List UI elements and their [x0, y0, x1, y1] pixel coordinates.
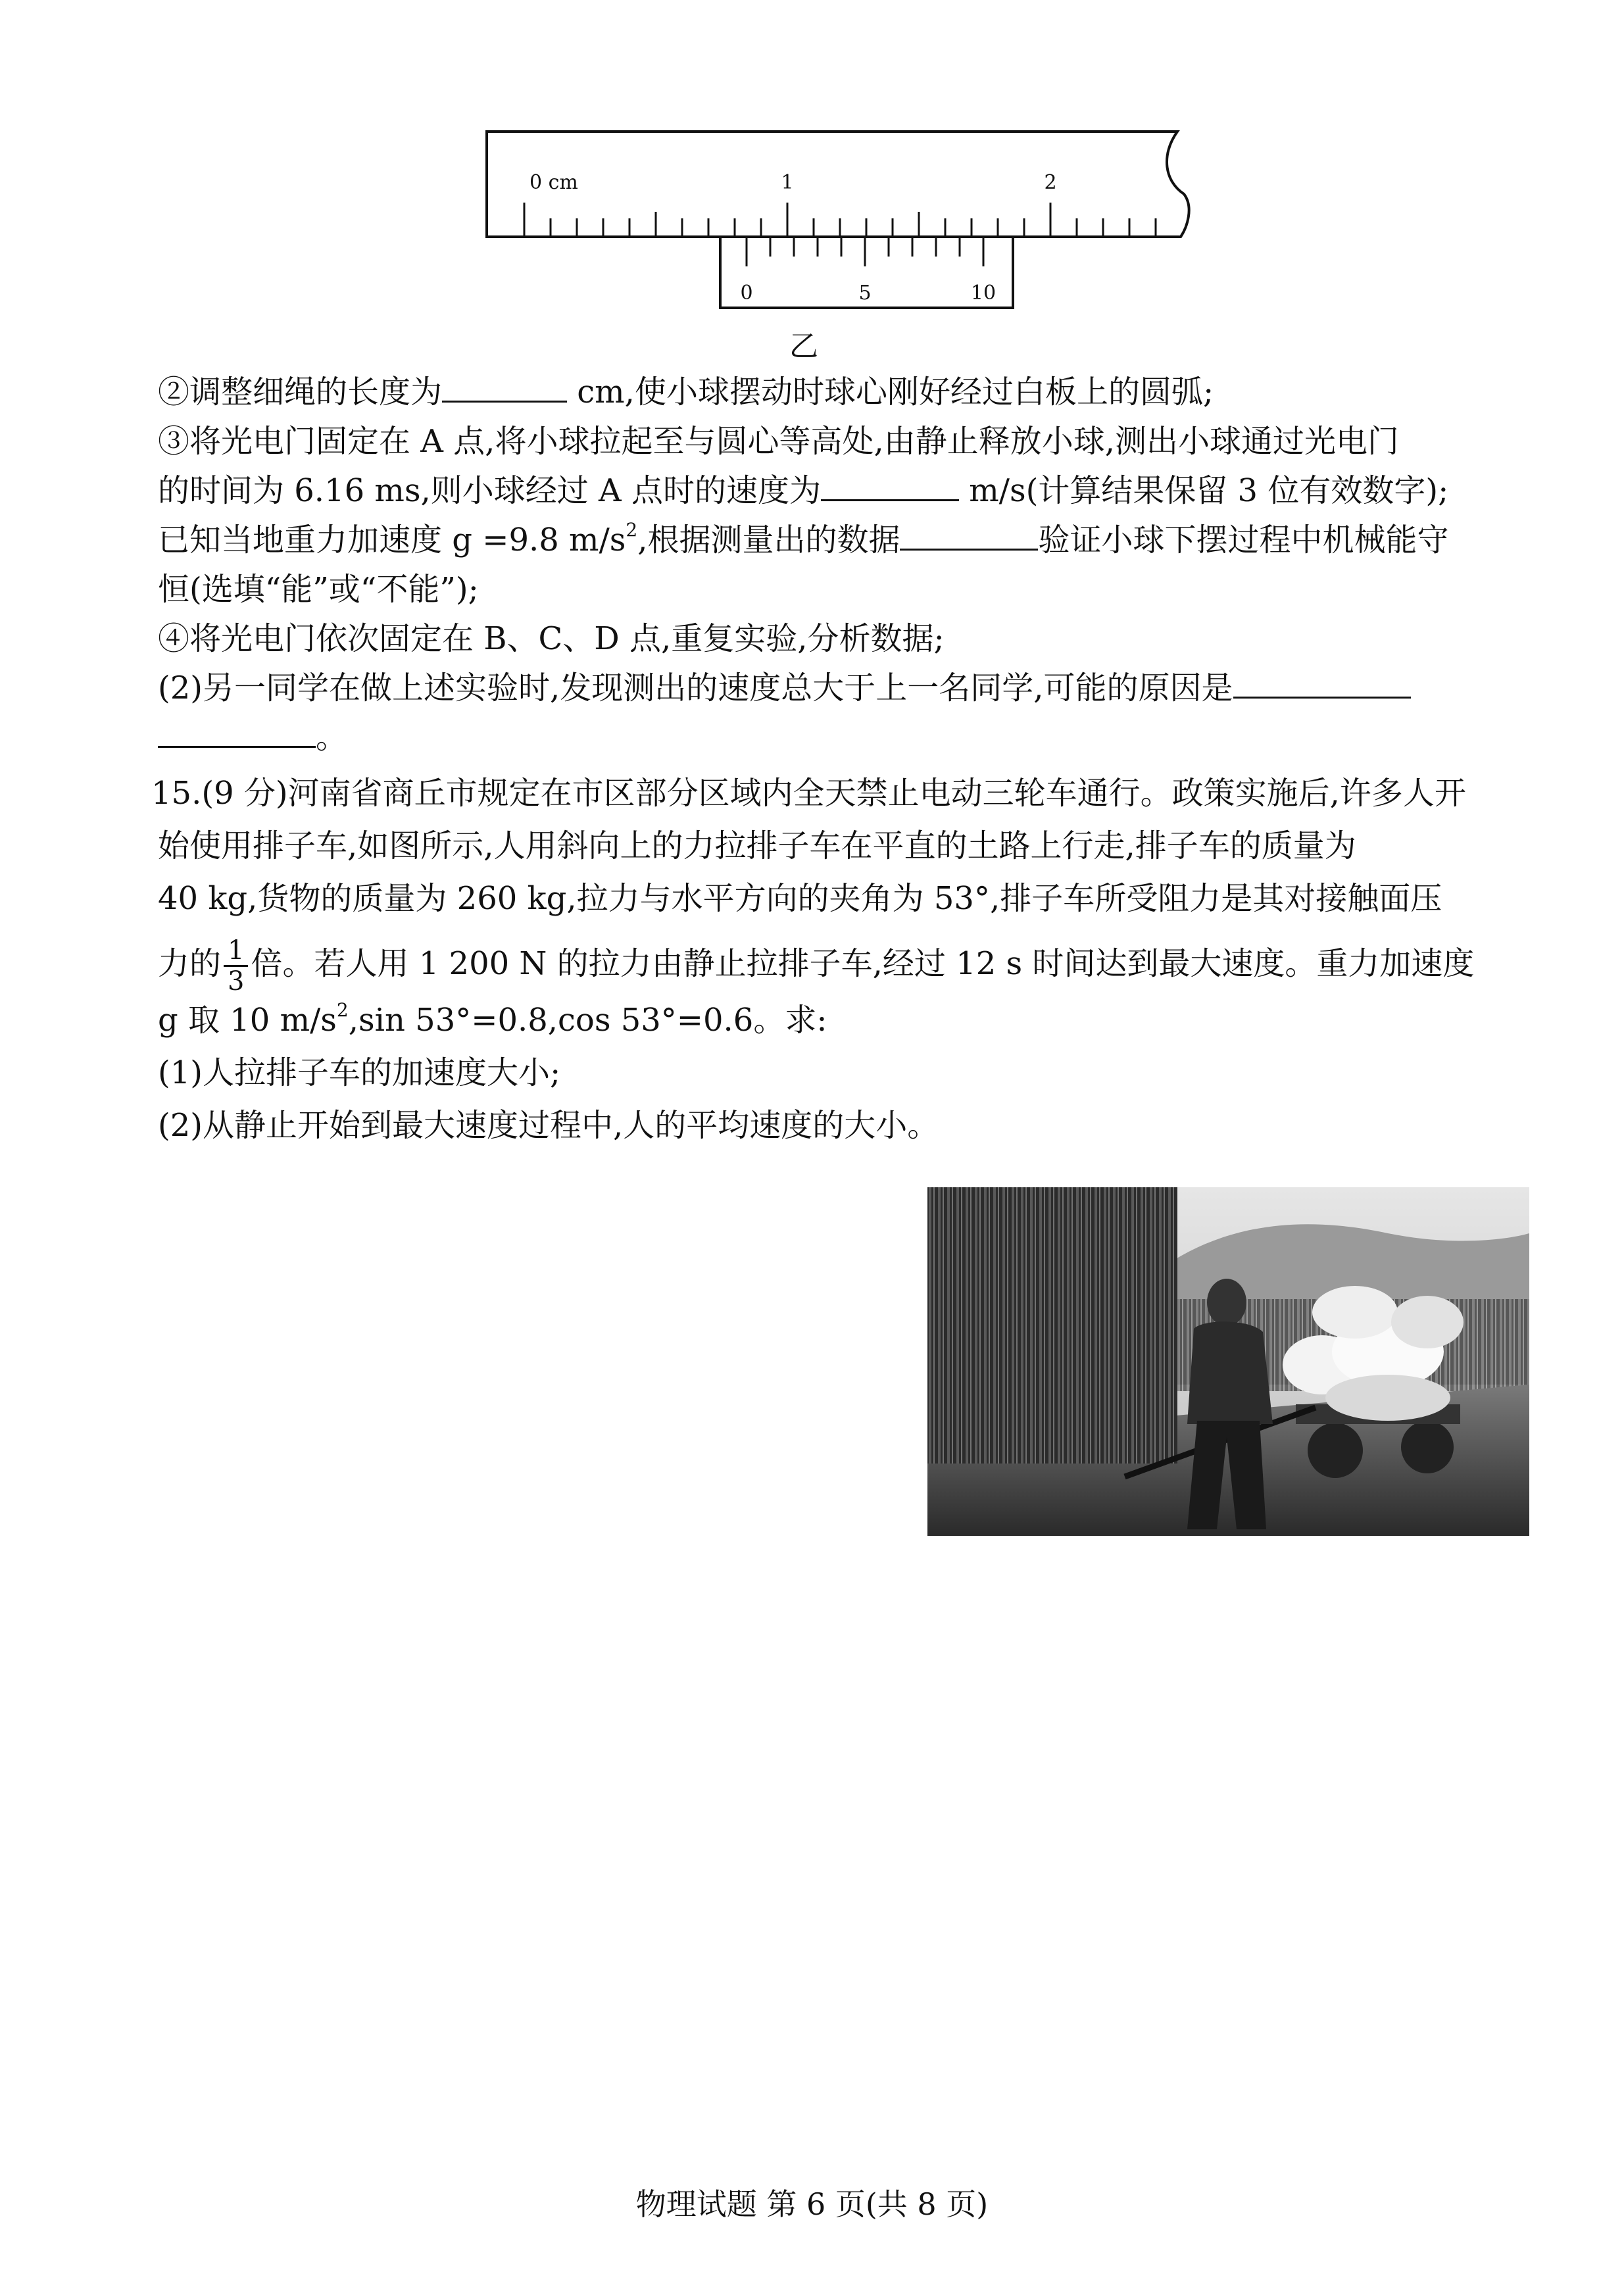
q15-sub-2: (2)从静止开始到最大速度过程中,人的平均速度的大小。 — [158, 1107, 939, 1144]
part-2-end: 。 — [316, 719, 348, 756]
part-2-line-2 — [158, 717, 1467, 758]
q15-line-1: 15.(9 分)河南省商丘市规定在市区部分区域内全天禁止电动三轮车通行。政策实施后,许多人开 — [151, 775, 1466, 812]
step-3-text-c: 已知当地重力加速度 g =9.8 m/s — [158, 522, 626, 558]
answer-blank-length[interactable] — [442, 374, 567, 403]
step-3-text-b: m/s(计算结果保留 3 位有效数字); — [969, 472, 1449, 509]
fraction-denominator: 3 — [228, 966, 245, 997]
q15-text-a: 力的 — [158, 945, 222, 982]
step-2-text-a: ②调整细绳的长度为 — [158, 374, 443, 410]
step-2-text-b: cm,使小球摆动时球心刚好经过白板上的圆弧; — [577, 374, 1214, 410]
step-3-line-1: ③将光电门固定在 A 点,将小球拉起至与圆心等高处,由静止释放小球,测出小球通过光电门 — [158, 423, 1399, 460]
main-scale-label-0: 0 cm — [529, 171, 578, 194]
q15-line-2: 始使用排子车,如图所示,人用斜向上的力拉排子车在平直的土路上行走,排子车的质量为 — [158, 827, 1356, 864]
vernier-scale-ticks — [747, 237, 983, 266]
step-3-text-e: 验证小球下摆过程中机械能守 — [1038, 522, 1449, 558]
part-2-line — [158, 668, 1467, 708]
q15-line-4 — [158, 934, 1475, 997]
fraction-numerator: 1 — [224, 936, 248, 967]
figure-caption: 乙 — [789, 330, 818, 363]
cart-photo — [927, 1187, 1529, 1536]
q15-line-5 — [158, 1000, 1467, 1041]
main-scale-ticks — [524, 203, 1156, 237]
step-3-text-d: ,根据测量出的数据 — [637, 522, 900, 558]
q15-sub-1: (1)人拉排子车的加速度大小; — [158, 1054, 561, 1091]
answer-blank-can-verify[interactable] — [900, 522, 1038, 551]
vernier-caliper-figure — [483, 128, 1207, 326]
q15-text-d: ,sin 53°=0.8,cos 53°=0.6。求: — [348, 1002, 827, 1039]
page-footer: 物理试题 第 6 页(共 8 页) — [635, 2186, 989, 2222]
step-3-text-a: 的时间为 6.16 ms,则小球经过 A 点时的速度为 — [158, 472, 821, 509]
step-2-line — [158, 372, 1467, 412]
step-3-exponent: 2 — [626, 519, 638, 541]
step-3-line-3 — [158, 520, 1467, 560]
vernier-label-5: 5 — [858, 282, 872, 305]
fraction-one-third — [224, 936, 248, 996]
q15-text-c: g 取 10 m/s — [158, 1002, 337, 1039]
step-3-line-2 — [158, 470, 1467, 511]
answer-blank-reason-2[interactable] — [158, 720, 316, 748]
part-2-text: (2)另一同学在做上述实验时,发现测出的速度总大于上一名同学,可能的原因是 — [158, 670, 1233, 706]
vernier-label-0: 0 — [740, 282, 753, 305]
main-scale-label-1: 1 — [781, 171, 794, 194]
main-scale-label-2: 2 — [1044, 171, 1057, 194]
q15-exponent: 2 — [336, 999, 349, 1021]
vernier-label-10: 10 — [970, 282, 997, 305]
answer-blank-reason-1[interactable] — [1233, 670, 1411, 699]
step-3-line-4: 恒(选填“能”或“不能”); — [158, 571, 479, 608]
q15-text-b: 倍。若人用 1 200 N 的拉力由静止拉排子车,经过 12 s 时间达到最大速度。重力加速度 — [251, 945, 1475, 982]
step-4-line: ④将光电门依次固定在 B、C、D 点,重复实验,分析数据; — [158, 620, 945, 657]
answer-blank-speed[interactable] — [821, 473, 959, 501]
q15-line-3: 40 kg,货物的质量为 260 kg,拉力与水平方向的夹角为 53°,排子车所受阻力是其对接触面压 — [158, 880, 1442, 917]
